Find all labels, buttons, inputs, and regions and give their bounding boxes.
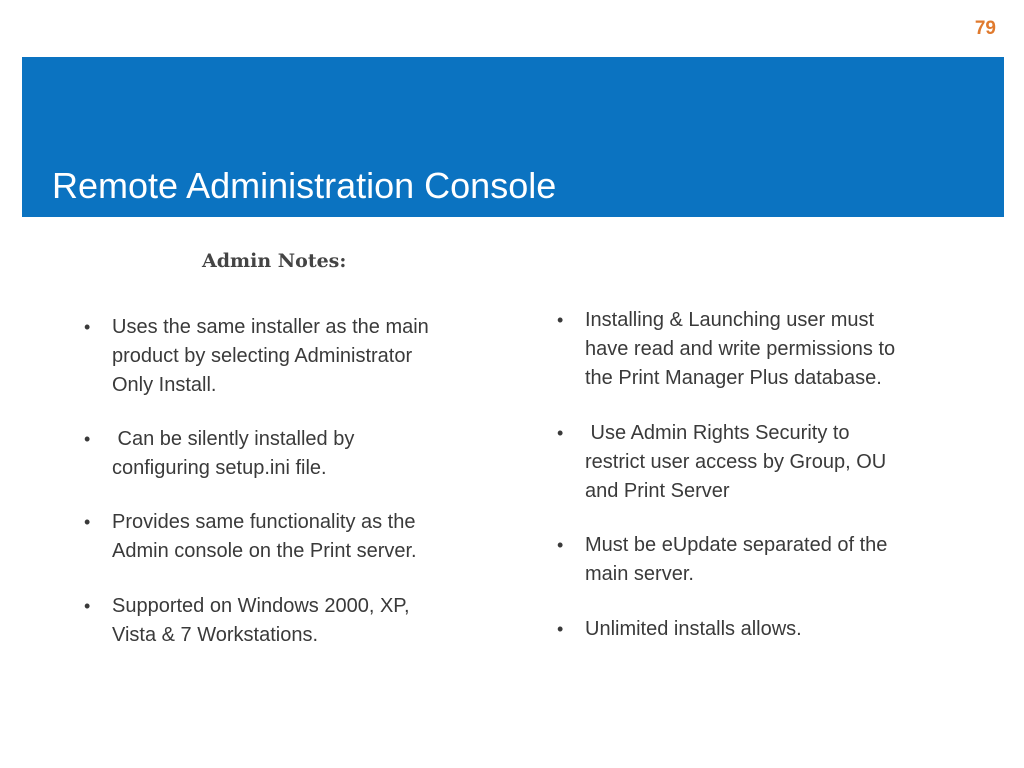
bullet-text: Can be silently installed by configuring setup.ini file. bbox=[112, 428, 355, 479]
bullet-dot-icon: • bbox=[557, 310, 564, 330]
bullet-dot-icon: • bbox=[84, 317, 91, 337]
bullet-text: Installing & Launching user must have read and write permissions to the Print Manager Plus database. bbox=[585, 309, 896, 389]
bullet-dot-icon: • bbox=[557, 535, 564, 555]
bullet-text: Must be eUpdate separated of the main server. bbox=[585, 534, 888, 585]
admin-notes-heading: Admin Notes: bbox=[202, 250, 347, 272]
bullet-text: Uses the same installer as the main product by selecting Administrator Only Install. bbox=[112, 316, 429, 396]
bullet-dot-icon: • bbox=[84, 429, 91, 449]
slide-title: Remote Administration Console bbox=[52, 165, 557, 206]
bullet-text: Provides same functionality as the Admin console on the Print server. bbox=[112, 511, 417, 562]
bullet-text: Unlimited installs allows. bbox=[585, 618, 802, 640]
page-number: 79 bbox=[974, 18, 996, 39]
title-band bbox=[22, 57, 1004, 217]
bullet-dot-icon: • bbox=[557, 423, 564, 443]
bullet-text: Use Admin Rights Security to restrict user access by Group, OU and Print Server bbox=[585, 422, 887, 502]
bullet-dot-icon: • bbox=[84, 512, 91, 532]
bullet-text: Supported on Windows 2000, XP, Vista & 7 Workstations. bbox=[112, 595, 410, 646]
bullet-dot-icon: • bbox=[557, 619, 564, 639]
bullet-dot-icon: • bbox=[84, 596, 91, 616]
